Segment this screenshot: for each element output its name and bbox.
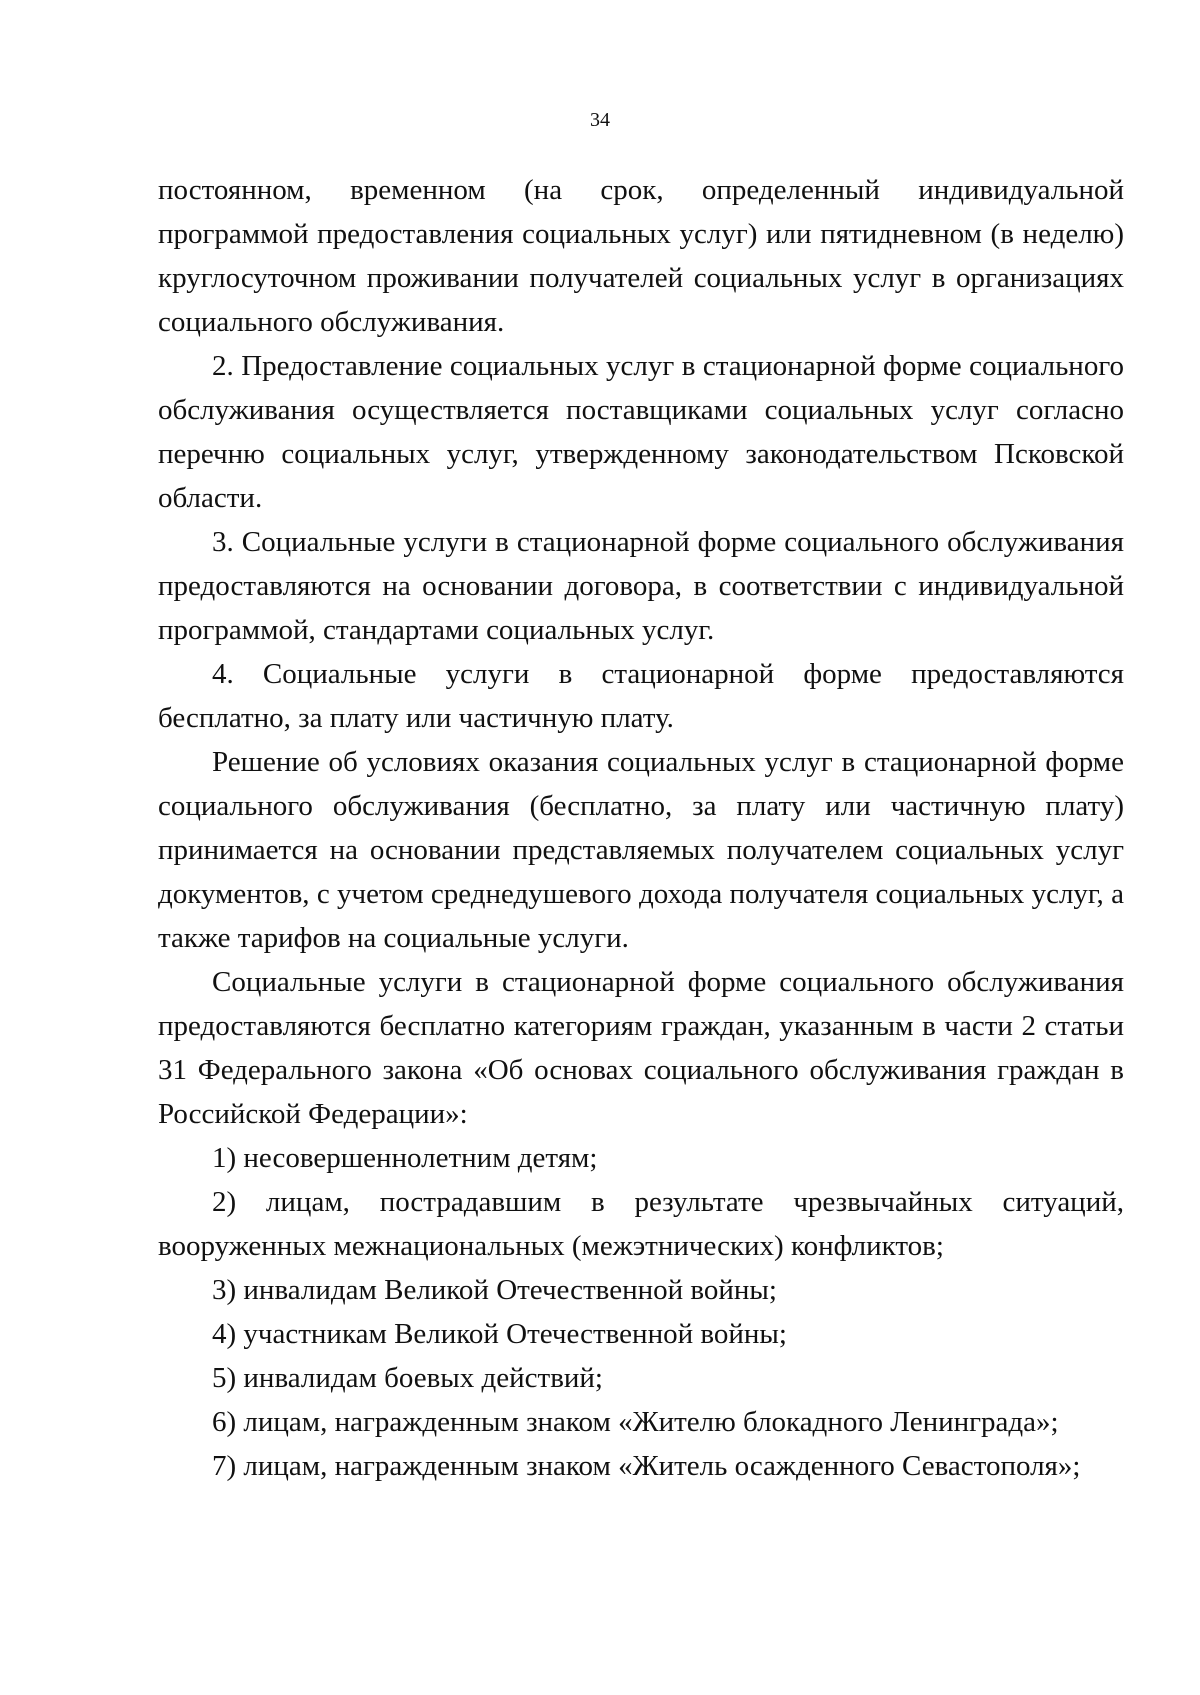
list-item-7: 7) лицам, награжденным знаком «Житель осажденного Севастополя»;: [212, 1450, 1081, 1482]
paragraph-item-2: 2. Предоставление социальных услуг в стационарной форме социального обслуживания осуществляется поставщиками социальных услуг согласно перечню социальных услуг, утвержденному законодательством Псковской области.: [158, 350, 1124, 514]
paragraph-decision: Решение об условиях оказания социальных услуг в стационарной форме социального обслуживания (бесплатно, за плату или частичную плату) принимается на основании представляемых получателем социальных услуг документов, с учетом среднедушевого дохода получателя социальных услуг, а также тарифов на социальные услуги.: [158, 746, 1124, 954]
paragraph-item-3: 3. Социальные услуги в стационарной форме социального обслуживания предоставляются на основании договора, в соответствии с индивидуальной программой, стандартами социальных услуг.: [158, 526, 1124, 646]
document-body: [158, 168, 1124, 1488]
list-item-4: 4) участникам Великой Отечественной войны;: [212, 1318, 787, 1350]
paragraph-continuation: постоянном, временном (на срок, определенный индивидуальной программой предоставления социальных услуг) или пятидневном (в неделю) круглосуточном проживании получателей социальных услуг в организациях социального обслуживания.: [158, 174, 1124, 338]
paragraph-item-4: 4. Социальные услуги в стационарной форме предоставляются бесплатно, за плату или частичную плату.: [158, 658, 1124, 734]
list-item-6: 6) лицам, награжденным знаком «Жителю блокадного Ленинграда»;: [212, 1406, 1059, 1438]
paragraph-free-categories: Социальные услуги в стационарной форме социального обслуживания предоставляются бесплатно категориям граждан, указанным в части 2 статьи 31 Федерального закона «Об основах социального обслуживания граждан в Российской Федерации»:: [158, 966, 1124, 1130]
list-item-3: 3) инвалидам Великой Отечественной войны;: [212, 1274, 777, 1306]
list-item-2: 2) лицам, пострадавшим в результате чрезвычайных ситуаций, вооруженных межнациональных (межэтнических) конфликтов;: [158, 1186, 1124, 1262]
page-number: 34: [590, 109, 610, 131]
list-item-1: 1) несовершеннолетним детям;: [212, 1142, 598, 1174]
list-item-5: 5) инвалидам боевых действий;: [212, 1362, 603, 1394]
